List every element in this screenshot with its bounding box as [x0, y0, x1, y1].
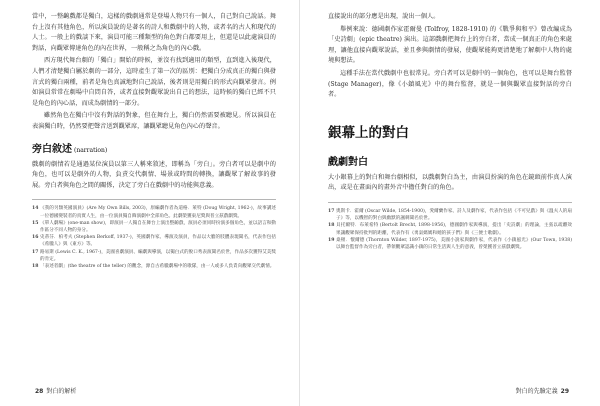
- footnote-number: 17: [32, 249, 39, 255]
- footnote-number: 18: [328, 223, 335, 229]
- footnote-text: 貝托爾特．布萊希特 (Bertolt Brecht, 1898-1956)，德國劇作家與導演，提出「史詩劇」的理論，主張以疏離效果讓觀眾保持批判的距離，代表作有《勇氣媽媽和她的孩子們》與《三便士歌劇》。: [336, 223, 572, 236]
- body-paragraph: 當中，一整齣戲都是獨白，這樣的戲劇通常是登場人物只有一個人，自己對自己說話。舞台上沒有其他角色，所以演員說的是著名的詩人和戲劇中的人物，或者名的古人和現代的人士。一般上的戲談下來，演員可能三種類型的角色對白都要用上，但還是以此處演員的對話，向觀眾傳達角色的內在世界，一般稱之為角色的內心戲。: [32, 13, 276, 52]
- right-page: [300, 0, 600, 406]
- footnote: [32, 234, 276, 248]
- footnote-divider: [32, 199, 276, 200]
- footnote-number: 15: [32, 220, 39, 226]
- body-paragraph: 這種手法在當代戲劇中也很常見。旁白者可以是劇中的一個角色，也可以是舞台監督 (Stage Manager)，像《小鎮風光》中的舞台監督，就是一個與觀眾直接對話的旁白者。: [328, 69, 572, 99]
- footnote-number: 16: [32, 235, 39, 241]
- footnotes: [32, 205, 276, 270]
- footnote-number: 18: [32, 263, 39, 269]
- left-folio: [32, 386, 76, 395]
- footnote: [32, 249, 276, 263]
- body-paragraph: 戲劇的劇情若是通過某位演員以第三人稱來敘述，即稱為「旁白」。旁白者可以是劇中的角色，也可以是劇外的人物，負責交代劇情、場景或時間的轉換，讓觀眾了解故事的發展。旁白者與角色之間的關係，決定了旁白在戲劇中的功能與意義。: [32, 160, 276, 189]
- footnote: [328, 208, 572, 222]
- footnote-number: 14: [32, 206, 39, 212]
- right-column: [328, 12, 572, 251]
- footnote-text: 史蒂芬．柏考夫 (Stephen Berkoff, 1937-)，英國劇作家、導演及演員，作品以大膽的肢體表現聞名，代表作包括《希臘人》與《東方》等。: [40, 235, 276, 248]
- footnote: [32, 205, 276, 219]
- page-number: 28: [35, 388, 44, 395]
- body-paragraph: 直接說出的部分應是出現，說出一個人。: [328, 13, 440, 20]
- right-folio: [516, 386, 572, 395]
- footnote-divider: [328, 202, 572, 203]
- left-column: [32, 12, 276, 270]
- section-heading: [32, 140, 276, 155]
- footnote-text: 《我的另類英國演員》(Are My Own Bills, 2003)，原編劇作者為道格．萊特 (Doug Wright, 1962-)，故事講述一位德國變裝者的真實人生，由一位演員獨自飾演劇中全部角色。此劇榮獲東尼獎與普立茲戲劇獎。: [40, 206, 276, 219]
- footnote-text: 《單人劇場》(one-man show)，即演員一人獨自在舞台上演出整齣戲，演員必須同時扮演多個角色，並以語言和動作區分不同人物的身分。: [40, 220, 276, 233]
- footnote-text: 奧斯卡．霍爾 (Oscar Wilde, 1854-1900)，愛爾蘭作家、詩人及劇作家，代表作包括《不可兒戲》與《溫夫人的扇子》等，以機智的對白與幽默的諷刺聞名於世。: [336, 208, 572, 222]
- section-heading-english: (narration): [74, 146, 108, 154]
- footnote-text: 「表述者劇」(the theatre of the teller) 的觀念，源自古希臘劇場中的歌隊，由一人或多人負責向觀眾交代劇情。: [40, 263, 275, 269]
- section-heading-text: 旁白敘述: [32, 143, 72, 155]
- footnote-text: 桑頓．懷爾德 (Thornton Wilder, 1897-1975)，美國小說家與劇作家，代表作《小鎮風光》(Our Town, 1938) 以舞台監督作為旁白者，帶領觀眾認識小鎮的日常生活與人生的意義，曾榮獲普立茲戲劇獎。: [336, 237, 572, 250]
- footnote-number: 19: [328, 237, 335, 243]
- running-head: 對白的先驗定義: [515, 388, 558, 395]
- chapter-heading: 銀幕上的對白: [328, 124, 409, 141]
- body-paragraph: 大小銀幕上的對白和舞台劇相似，以戲劇對白為主，由演員扮演的角色在鏡頭前作真人演出，或是在畫面內的畫外音中擔任對白的角色。: [328, 173, 572, 192]
- footnote: [32, 220, 276, 234]
- footnote: [328, 237, 572, 251]
- subsection-heading: 戲劇對白: [328, 156, 368, 168]
- footnote-number: 17: [328, 208, 335, 214]
- footnote-text: 路易斯 (Lewis C. K., 1967-)，美國喜劇演員、編劇與導演，以獨白式的脫口秀表演聞名於世，作品多次獲得艾美獎的肯定。: [40, 249, 276, 262]
- body-paragraph: 舉例來說：德國劇作家霍爾曼 (Tolfroy, 1828-1910) 的《戰爭與和平》曾改編成為「史詩劇」(epic theatre) 演出。這部戲劇把舞台上的旁白者，當成一個真正的角色來處理，讓他直接向觀眾說話，並且參與劇情的發展，使觀眾能夠更清楚地了解劇中人物的處境與想法。: [328, 25, 572, 65]
- body-paragraph: 雖然角色在獨白中沒有對話的對象，但在舞台上，獨白仍然需要被聽見。所以演員在表演獨白時，仍然要把聲音送到觀眾席，讓觀眾聽見角色內心的聲音。: [32, 112, 276, 130]
- body-paragraph: 西方現代舞台劇的「獨白」開始的時候，並沒有找到適用的類型，直到進入後現代，人們才清楚獨白屬於劇的一部分，這時產生了第一次的區別：把獨白分成真正的獨白與發言式的獨白兩種，前者是角色真誠地對自己說話，後者則是用獨白的形式向觀眾發言。例如演員常常在劇場中自問自答，或者直接對觀眾說出自己的想法，這時候的獨白已經不只是角色的內心話，而成為劇情的一部分。: [32, 57, 276, 107]
- footnote: [32, 263, 276, 270]
- footnote: [328, 222, 572, 236]
- page-number: 29: [560, 388, 569, 395]
- footnotes: [328, 208, 572, 251]
- running-head: 對白的解析: [46, 388, 77, 395]
